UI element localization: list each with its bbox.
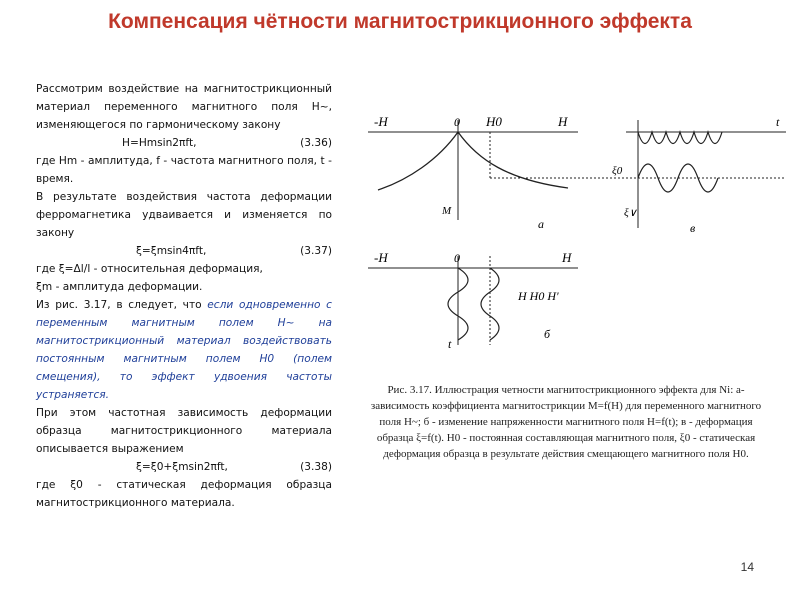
body-text <box>36 80 332 512</box>
paragraph-where-xi: где ξ=Δl/l - относительная деформация, <box>36 263 263 275</box>
deformation-wave-doubled <box>638 132 722 144</box>
paragraph-static-deformation: где ξ0 - статическая деформация образца магнитострикционного материала. <box>36 479 332 509</box>
paragraph-xi-m: ξm - амплитуда деформации. <box>36 281 203 293</box>
figure-caption: Рис. 3.17. Иллюстрация четности магнитострикционного эффекта для Ni: а- зависимость коэффициента магнитострикции M=f(H) для переменного магнитного поля H~; б - изменение напряженности магнитного поля H=f(t); в - деформация образца ξ=f(t). H0 - постоянная составляющая магнитного поля, ξ0 - статическая деформация образца в результате действия смещающего магнитного поля H0. <box>370 384 762 460</box>
equation-3-36 <box>36 134 332 152</box>
h0-label-top: H0 <box>486 114 502 129</box>
equation-number: (3.38) <box>300 461 332 473</box>
m-axis-label: M <box>442 205 452 217</box>
slide-title: Компенсация чётности магнитострикционного эффекта <box>108 10 692 33</box>
label-a: а <box>538 217 544 231</box>
paragraph-frequency: При этом частотная зависимость деформации образца магнитострикционного материала описывается выражением <box>36 407 332 455</box>
xi0-label: ξ0 <box>612 165 623 177</box>
h-series-label: H H0 H' <box>518 289 559 303</box>
label-v: в <box>690 221 696 235</box>
equation-number: (3.36) <box>300 137 332 149</box>
magnetostriction-curve <box>378 132 568 190</box>
paragraph-intro: Рассмотрим воздействие на магнитострикционный материал переменного магнитного поля H~, изменяющегося по гармоническому закону <box>36 83 332 131</box>
label-b: б <box>544 327 551 341</box>
page-number: 14 <box>740 560 754 574</box>
highlighted-statement: если одновременно с переменным магнитным полем H~ на магнитострикционный материал воздействовать постоянным магнитным полем H0 (полем смещения), то эффект удвоения частоты устраняется. <box>36 299 332 401</box>
h-label-mid: H <box>562 250 572 265</box>
zero-label-top: 0 <box>454 115 460 129</box>
xi-v-label: ξ∨ <box>624 207 637 219</box>
t-label-top: t <box>776 115 780 129</box>
zero-label-mid: 0 <box>454 251 460 265</box>
paragraph-result: В результате воздействия частота деформации ферромагнетика удваивается и изменяется по закону <box>36 191 332 239</box>
equation-number: (3.37) <box>300 245 332 257</box>
paragraph-where-hm: где Hm - амплитуда, f - частота магнитного поля, t - время. <box>36 155 332 185</box>
t-label-mid: t <box>448 337 452 351</box>
figure-3-17 <box>368 110 788 380</box>
equation-formula: ξ=ξ0+ξmsin2πft, <box>136 461 228 473</box>
equation-formula: ξ=ξmsin4πft, <box>136 245 207 257</box>
figure-ref-text: Из рис. 3.17, в следует, что <box>36 299 202 311</box>
equation-formula: H=Hmsin2πft, <box>122 137 197 149</box>
neg-h-label-top: -H <box>374 114 388 129</box>
equation-3-37 <box>36 242 332 260</box>
equation-3-38 <box>36 458 332 476</box>
h-label-top: H <box>558 114 568 129</box>
paragraph-figure-ref <box>36 296 332 404</box>
neg-h-label-mid: -H <box>374 250 388 265</box>
